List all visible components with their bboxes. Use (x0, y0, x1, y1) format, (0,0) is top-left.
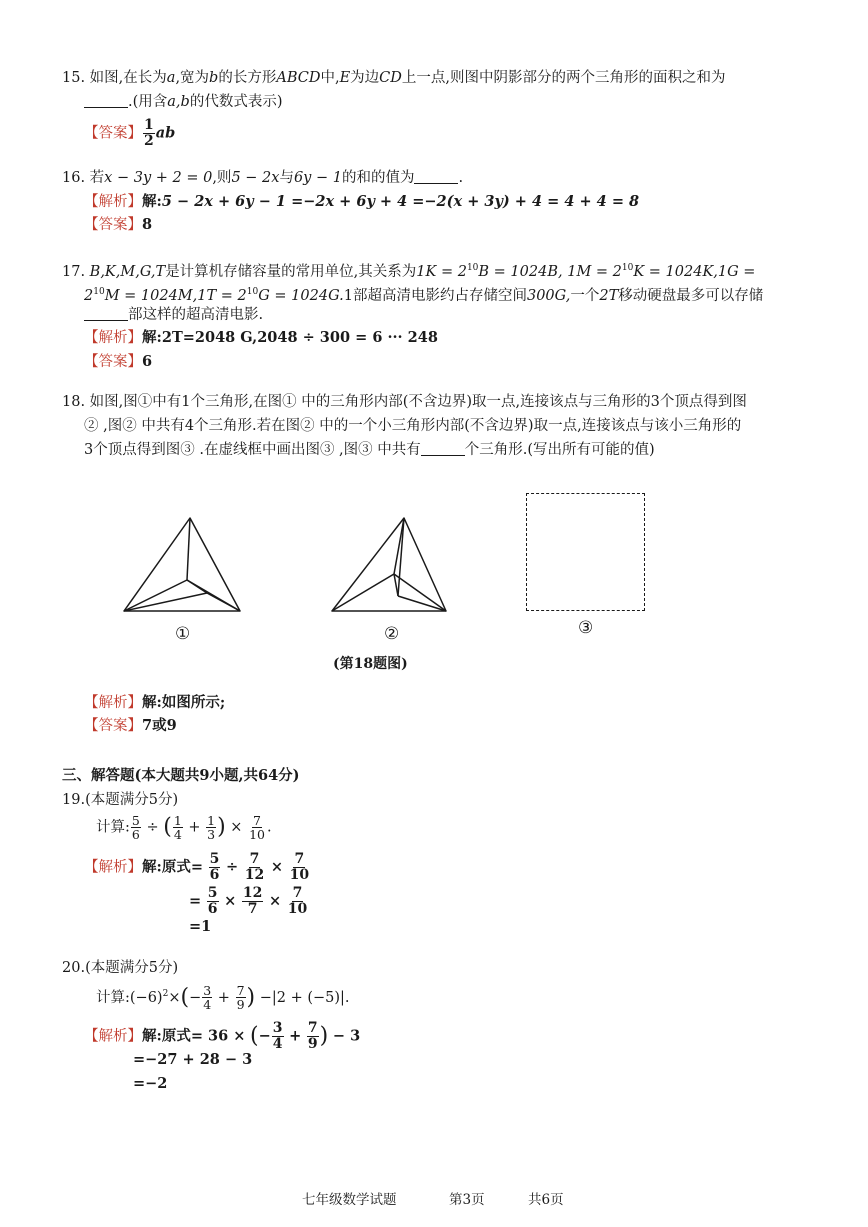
analysis-tag: 【解析】 (84, 194, 142, 210)
answer-tag: 【答案】 (84, 125, 142, 142)
answer-fraction: $\frac{1}{2}$ (144, 117, 154, 149)
q20-expression: 计算$:(-6)^2\times(-$ $\frac{3}{4}$ + $\frac{7}{9}$ ) −|2 + (−5)|. (96, 983, 350, 1013)
footer-page: 第3页 (449, 1192, 485, 1208)
inner-line (332, 574, 394, 611)
answer-tag: 【答案】 (84, 217, 142, 233)
figure-caption: (第18题图) (333, 656, 408, 672)
q19-expression: 计算: $\frac{5}{6}$ ÷ ( $\frac{1}{4}$ + $\frac{1}{3}$ ) × $\frac{7}{10}$ . (96, 813, 272, 842)
q16-analysis: 【解析】解:5 − 2x + 6y − 1 =−2x + 6y + 4 =−2(x + 3y) + 4 = 4 + 4 = 8 (84, 193, 640, 210)
q17-stem-line1: 17. B,K,M,G,T是计算机存储容量的常用单位,其关系为$1K = 2^{10}B = 1024B$, $1M = 2^{10}K = 1024K,1G$ = (62, 263, 756, 280)
q15-answer: 【答案】 $\frac{1}{2}$ ab (84, 117, 176, 149)
q15-stem-line1: 15. 如图,在长为a,宽为b的长方形ABCD中,E为边CD上一点,则图中阴影部分的两个三角形的面积之和为 (62, 70, 726, 86)
figure-3-dashed-box (526, 493, 645, 611)
q19-number: 19. (62, 792, 86, 808)
q19-result: =1 (189, 918, 212, 935)
answer-blank (84, 93, 128, 108)
q18-stem-line3: 3个顶点得到图③ .在虚线框中画出图③ ,图③ 中共有 个三角形.(写出所有可能的值) (84, 442, 655, 458)
q19-analysis-step2: = $\frac{5}{6}$ × $\frac{12}{7}$ × $\frac{7}{10}$ (189, 885, 308, 917)
analysis-tag: 【解析】 (84, 330, 142, 346)
section-3-title: 三、解答题(本大题共9小题,共64分) (62, 767, 300, 784)
inner-line (124, 580, 187, 611)
q18-number: 18. (62, 394, 86, 410)
footer-total: 共6页 (528, 1192, 564, 1208)
figure-2-triangle (328, 512, 452, 618)
q20-step3: =−2 (133, 1075, 168, 1092)
analysis-tag: 【解析】 (84, 695, 142, 711)
footer-subject: 七年级数学试题 (302, 1192, 397, 1208)
inner-line (398, 518, 404, 596)
answer-blank (84, 306, 128, 321)
inner-line (124, 593, 207, 611)
q17-analysis: 【解析】解:2T=2048 G,2048 ÷ 300 = 6 ··· 248 (84, 329, 438, 346)
figure-1-label: ① (175, 624, 191, 644)
q17-number: 17. (62, 263, 86, 280)
answer-tag: 【答案】 (84, 354, 142, 370)
q19-header: 19.(本题满分5分) (62, 792, 179, 808)
answer-tag: 【答案】 (84, 718, 142, 734)
q16-stem: 16. 若x − 3y + 2 = 0,则5 − 2x与6y − 1的和的值为 . (62, 170, 464, 186)
answer-blank (414, 169, 458, 184)
q20-analysis-step1: 【解析】解:原式= 36 × (− $\frac{3}{4}$ + $\frac{7}{9}$ ) − 3 (84, 1020, 361, 1052)
figure-2-label: ② (384, 624, 400, 644)
q19-analysis-step1: 【解析】解:原式= $\frac{5}{6}$ ÷ $\frac{7}{12}$ × $\frac{7}{10}$ (84, 851, 310, 883)
q18-analysis: 【解析】解:如图所示; (84, 694, 226, 711)
q16-answer: 【答案】8 (84, 216, 153, 233)
inner-line (187, 518, 190, 580)
q18-stem-line1: 18. 如图,图①中有1个三角形,在图① 中的三角形内部(不含边界)取一点,连接该点与三角形的3个顶点得到图 (62, 394, 747, 410)
q17-stem-line3: 部这样的超高清电影. (84, 305, 263, 325)
outer-triangle (332, 518, 446, 611)
q20-step2: =−27 + 28 − 3 (133, 1051, 253, 1068)
analysis-tag: 【解析】 (84, 859, 142, 876)
analysis-tag: 【解析】 (84, 1028, 142, 1045)
q20-header: 20.(本题满分5分) (62, 960, 179, 976)
figure-3-label: ③ (578, 618, 594, 638)
q20-number: 20. (62, 960, 86, 976)
q15-number: 15. (62, 70, 86, 86)
q15-stem-line2: .(用含a,b的代数式表示) (84, 92, 283, 112)
q18-answer: 【答案】7或9 (84, 717, 177, 734)
figure-1-triangle (120, 512, 244, 618)
outer-triangle (124, 518, 240, 611)
inner-line (398, 596, 446, 611)
q16-number: 16. (62, 170, 86, 186)
inner-line (187, 580, 207, 593)
q17-answer: 【答案】6 (84, 353, 153, 370)
q18-stem-line2: ② ,图② 中共有4个三角形.若在图② 中的一个小三角形内部(不含边界)取一点,连接该点与该小三角形的 (84, 418, 742, 434)
answer-blank (421, 441, 465, 456)
q17-stem-line2: $2^{10}M = 1024M,1T = 2^{10}G = 1024G.1$部超高清电影约占存储空间300G,一个2T移动硬盘最多可以存储 (84, 287, 764, 304)
